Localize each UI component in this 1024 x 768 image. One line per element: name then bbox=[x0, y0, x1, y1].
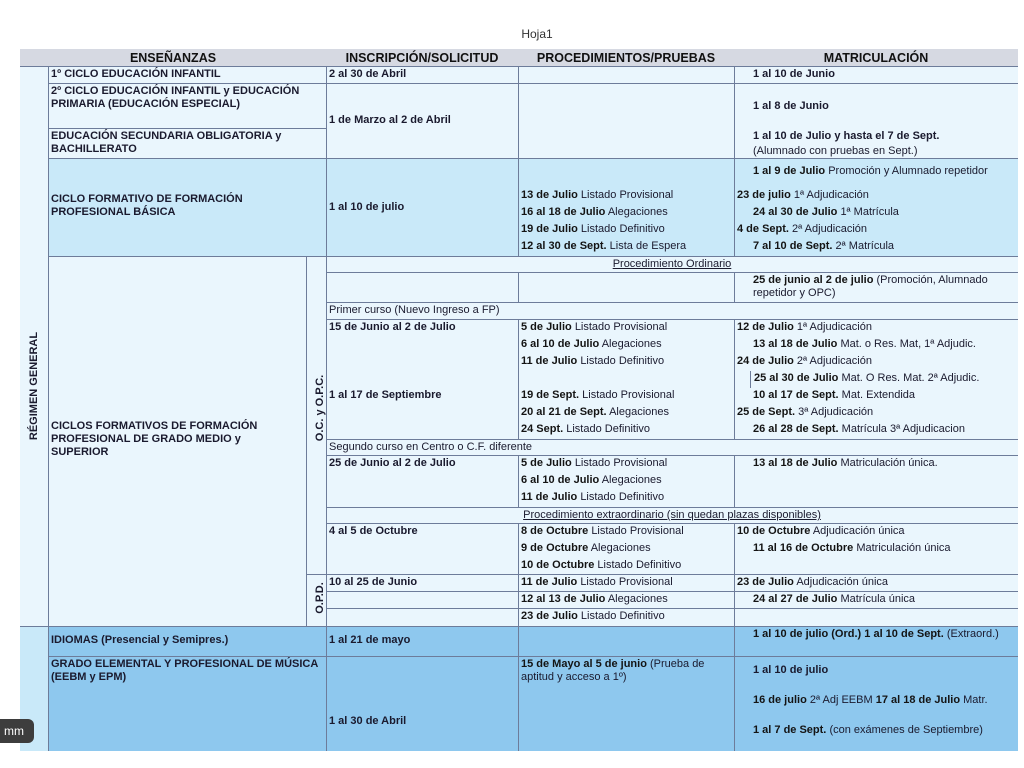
proc-ordinario-label: Procedimiento Ordinario bbox=[612, 258, 732, 270]
proc-s-1: 6 al 10 de Julio Alegaciones bbox=[521, 474, 662, 486]
proc-fpb-1: 16 al 18 de Julio Alegaciones bbox=[521, 206, 668, 218]
mat-p1-1: 13 al 18 de Julio Mat. o Res. Mat, 1ª Adjudic. bbox=[753, 338, 976, 350]
segundo-curso-label: Segundo curso en Centro o C.F. diferente bbox=[329, 441, 533, 453]
grid-line bbox=[734, 523, 735, 751]
proc-e-1: 9 de Octubre Alegaciones bbox=[521, 542, 651, 554]
mat-musica-3: 1 al 7 de Sept. (con exámenes de Septiembre) bbox=[753, 724, 983, 736]
proc-extraordinario-label: Procedimiento extraordinario (sin quedan plazas disponibles) bbox=[523, 509, 821, 521]
proc-p2-2: 24 Sept. Listado Definitivo bbox=[521, 423, 651, 435]
proc-p2-0: 19 de Sept. Listado Provisional bbox=[521, 389, 675, 401]
insc-idiomas: 1 al 21 de mayo bbox=[329, 634, 411, 646]
proc-opd-0: 11 de Julio Listado Provisional bbox=[521, 576, 673, 588]
mat-e-1: 11 al 16 de Octubre Matriculación única bbox=[753, 542, 951, 554]
mat-musica-1: 1 al 10 de julio bbox=[753, 664, 829, 676]
mat-e-0: 10 de Octubre Adjudicación única bbox=[737, 525, 905, 537]
insc-opd: 10 al 25 de Junio bbox=[329, 576, 418, 588]
insc-infantil: 2 al 30 de Abril bbox=[329, 68, 407, 80]
mat-p1-4: 10 al 17 de Sept. Mat. Extendida bbox=[753, 389, 916, 401]
insc-fpb: 1 al 10 de julio bbox=[329, 201, 405, 213]
mat-fpb-0: 1 al 9 de Julio Promoción y Alumnado repetidor bbox=[753, 165, 988, 177]
header-inscripcion: INSCRIPCIÓN/SOLICITUD bbox=[326, 49, 518, 66]
proc-fpb-2: 19 de Julio Listado Definitivo bbox=[521, 223, 665, 235]
insc-segundo-curso: 25 de Junio al 2 de Julio bbox=[329, 457, 456, 469]
mat-fpb-2: 24 al 30 de Julio 1ª Matrícula bbox=[753, 206, 899, 218]
mat-fpb-3: 4 de Sept. 2ª Adjudicación bbox=[737, 223, 868, 235]
grid-line bbox=[518, 272, 519, 302]
proc-opd-2: 23 de Julio Listado Definitivo bbox=[521, 610, 665, 622]
proc-s-0: 5 de Julio Listado Provisional bbox=[521, 457, 668, 469]
row-label-primaria: 2º CICLO EDUCACIÓN INFANTIL y EDUCACIÓN PRIMARIA (EDUCACIÓN ESPECIAL) bbox=[51, 85, 300, 110]
zoom-badge[interactable]: mm bbox=[0, 719, 34, 743]
proc-s-2: 11 de Julio Listado Definitivo bbox=[521, 491, 665, 503]
header-procedimientos: PROCEDIMIENTOS/PRUEBAS bbox=[518, 49, 734, 66]
proc-e-2: 10 de Octubre Listado Definitivo bbox=[521, 559, 682, 571]
grid-line bbox=[734, 455, 735, 507]
mat-primaria: 1 al 8 de Junio bbox=[753, 100, 829, 112]
regimen-general-label: RÉGIMEN GENERAL bbox=[28, 331, 40, 441]
mat-p1-2: 24 de Julio 2ª Adjudicación bbox=[737, 355, 872, 367]
proc-opd-1: 12 al 13 de Julio Alegaciones bbox=[521, 593, 668, 605]
opd-label: O.P.D. bbox=[314, 582, 326, 614]
grid-line bbox=[734, 272, 735, 302]
mat-eso-note: (Alumnado con pruebas en Sept.) bbox=[753, 145, 918, 157]
row-label-musica: GRADO ELEMENTAL Y PROFESIONAL DE MÚSICA (EEBM y EPM) bbox=[51, 658, 318, 683]
mat-fpb-1: 23 de julio 1ª Adjudicación bbox=[737, 189, 869, 201]
insc-primer-curso: 15 de Junio al 2 de Julio bbox=[329, 321, 456, 333]
mat-p1-5: 25 de Sept. 3ª Adjudicación bbox=[737, 406, 874, 418]
primer-curso-label: Primer curso (Nuevo Ingreso a FP) bbox=[329, 304, 500, 316]
mat-eso: 1 al 10 de Julio y hasta el 7 de Sept. bbox=[753, 130, 940, 142]
row-label-idiomas: IDIOMAS (Presencial y Semipres.) bbox=[51, 634, 229, 646]
row-label-eso: EDUCACIÓN SECUNDARIA OBLIGATORIA y BACHILLERATO bbox=[51, 130, 282, 155]
insc-extraordinario: 4 al 5 de Octubre bbox=[329, 525, 418, 537]
sheet-title: Hoja1 bbox=[521, 27, 553, 41]
insc-primaria: 1 de Marzo al 2 de Abril bbox=[329, 114, 451, 126]
mat-opd-0: 23 de Julio Adjudicación única bbox=[737, 576, 889, 588]
mat-segundo-curso: 13 al 18 de Julio Matriculación única. bbox=[753, 457, 938, 469]
proc-p2-1: 20 al 21 de Sept. Alegaciones bbox=[521, 406, 669, 418]
proc-musica: 15 de Mayo al 5 de junio (Prueba de aptitud y acceso a 1º) bbox=[521, 658, 705, 683]
insc-musica: 1 al 30 de Abril bbox=[329, 715, 407, 727]
mat-musica-2: 16 de julio 2ª Adj EEBM 17 al 18 de Julio Matr. bbox=[753, 694, 988, 706]
header-ensenanzas: ENSEÑANZAS bbox=[20, 49, 326, 66]
header-matriculacion: MATRICULACIÓN bbox=[734, 49, 1018, 66]
row-label-infantil: 1º CICLO EDUCACIÓN INFANTIL bbox=[51, 68, 221, 80]
grid-line bbox=[306, 256, 307, 626]
mat-infantil: 1 al 10 de Junio bbox=[753, 68, 835, 80]
mat-opd-1: 24 al 27 de Julio Matrícula única bbox=[753, 593, 916, 605]
insc-septiembre: 1 al 17 de Septiembre bbox=[329, 389, 442, 401]
grid-line bbox=[48, 158, 1018, 159]
mat-p1-0: 12 de Julio 1ª Adjudicación bbox=[737, 321, 872, 333]
proc-p1-2: 11 de Julio Listado Definitivo bbox=[521, 355, 665, 367]
row-label-ciclos: CICLOS FORMATIVOS DE FORMACIÓN PROFESIONAL DE GRADO MEDIO y SUPERIOR bbox=[51, 420, 258, 458]
mat-fpb-4: 7 al 10 de Sept. 2ª Matrícula bbox=[753, 240, 895, 252]
proc-e-0: 8 de Octubre Listado Provisional bbox=[521, 525, 684, 537]
row-label-fpb: CICLO FORMATIVO DE FORMACIÓN PROFESIONAL BÁSICA bbox=[51, 193, 243, 218]
proc-fpb-0: 13 de Julio Listado Provisional bbox=[521, 189, 674, 201]
proc-p1-1: 6 al 10 de Julio Alegaciones bbox=[521, 338, 662, 350]
mat-p1-3: 25 al 30 de Julio Mat. O Res. Mat. 2ª Adjudic. bbox=[750, 371, 1018, 388]
mat-promocion: 25 de junio al 2 de julio (Promoción, Alumnado repetidor y OPC) bbox=[753, 274, 988, 299]
calendar-table bbox=[20, 49, 1018, 751]
proc-fpb-3: 12 al 30 de Sept. Lista de Espera bbox=[521, 240, 687, 252]
mat-p1-6: 26 al 28 de Sept. Matrícula 3ª Adjudicacion bbox=[753, 423, 965, 435]
grid-line bbox=[326, 66, 327, 256]
proc-p1-0: 5 de Julio Listado Provisional bbox=[521, 321, 668, 333]
oc-opc-label: O.C. y O.P.C. bbox=[314, 374, 326, 442]
mat-idiomas: 1 al 10 de julio (Ord.) 1 al 10 de Sept. (Extraord.) bbox=[753, 628, 999, 640]
